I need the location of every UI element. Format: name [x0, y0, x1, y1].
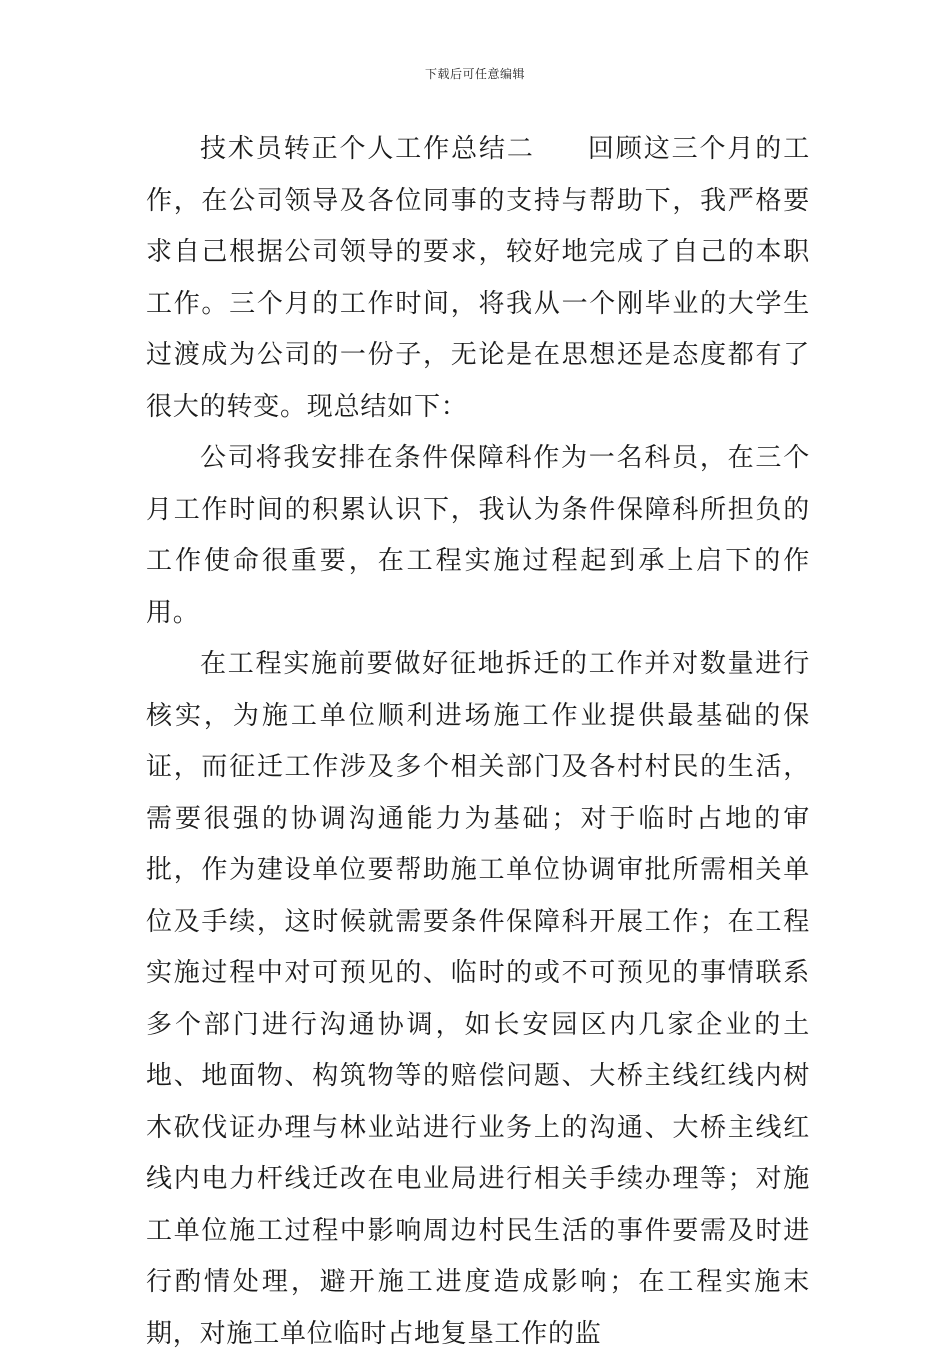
body-paragraph-1: 公司将我安排在条件保障科作为一名科员，在三个月工作时间的积累认识下，我认为条件保障科所担负的工作使命很重要，在工程实施过程起到承上启下的作用。 — [146, 443, 810, 628]
body-paragraph-2: 在工程实施前要做好征地拆迁的工作并对数量进行核实，为施工单位顺利进场施工作业提供最基础的保证，而征迁工作涉及多个相关部门及各村村民的生活，需要很强的协调沟通能力为基础；对于临时占地的审批，作为建设单位要帮助施工单位协调审批所需相关单位及手续，这时候就需要条件保障科开展工作；在工程实施过程中对可预见的、临时的或不可预见的事情联系多个部门进行沟通协调，如长安园区内几家企业的土地、地面物、构筑物等的赔偿问题、大桥主线红线内树木砍伐证办理与林业站进行业务上的沟通、大桥主线红线内电力杆线迁改在电业局进行相关手续办理等；对施工单位施工过程中影响周边村民生活的事件要需及时进行酌情处理，避开施工进度造成影响；在工程实施末期，对施工单位临时占地复垦工作的监 — [146, 649, 810, 1349]
intro-text: 回顾这三个月的工作，在公司领导及各位同事的支持与帮助下，我严格要求自己根据公司领导的要求，较好地完成了自己的本职工作。三个月的工作时间，将我从一个刚毕业的大学生过渡成为公司的一份子，无论是在思想还是态度都有了很大的转变。现总结如下： — [146, 134, 810, 422]
intro-paragraph — [146, 124, 810, 433]
document-title: 技术员转正个人工作总结二 — [200, 134, 535, 164]
document-body — [146, 124, 810, 1360]
header-note: 下载后可任意编辑 — [424, 67, 525, 81]
